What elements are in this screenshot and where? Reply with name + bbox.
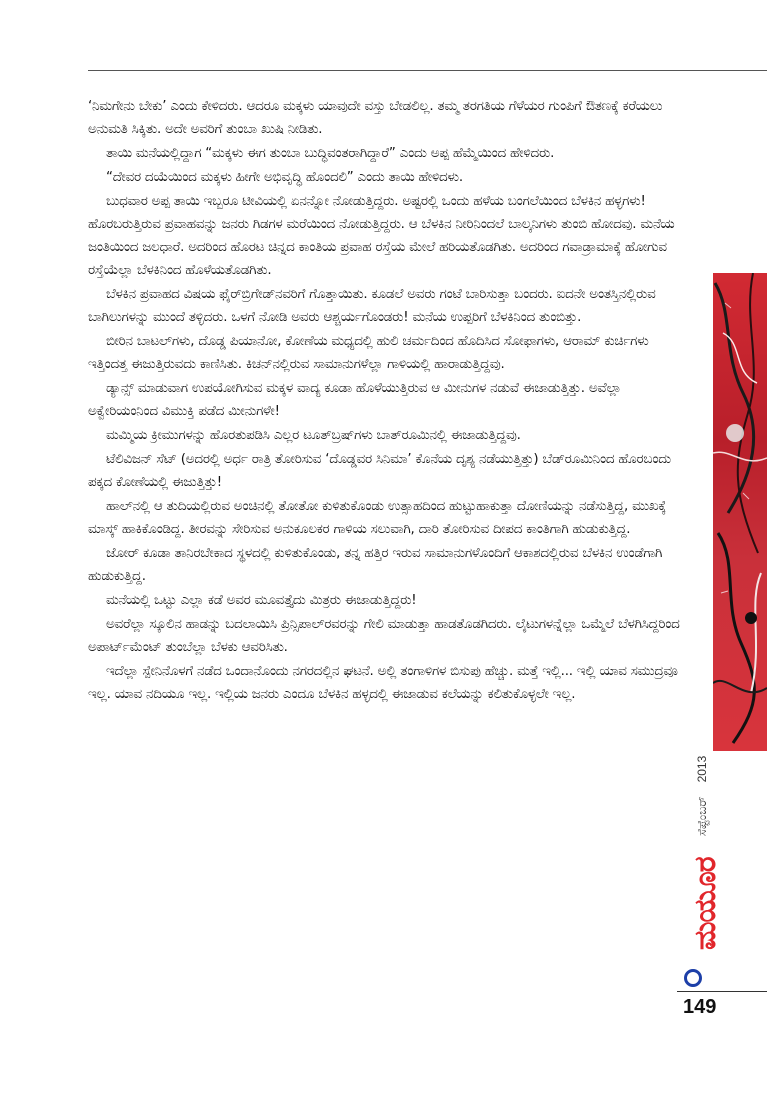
magazine-logo: ಮಯೂರ <box>688 857 723 950</box>
story-body <box>88 95 680 707</box>
top-rule <box>88 70 767 71</box>
paragraph-13: ಅವರೆಲ್ಲಾ ಸ್ಕೂಲಿನ ಹಾಡನ್ನು ಬದಲಾಯಿಸಿ ಪ್ರಿನ್ಸಿಪಾಲ್‌ರವರನ್ನು ಗೇಲಿ ಮಾಡುತ್ತಾ ಹಾಡತೊಡಗಿದರು. ಲೈಟುಗಳನ್ನೆಲ್ಲಾ ಒಮ್ಮೆಲೆ ಬೆಳಗಿಸಿದ್ದರಿಂದ ಅಪಾರ್ಟ್‌ಮೆಂಟ್ ತುಂಬೆಲ್ಲಾ ಬೆಳಕು ಆವರಿಸಿತು. <box>88 617 680 655</box>
paragraph-11: ಜೋರ್ ಕೂಡಾ ತಾನಿರಬೇಕಾದ ಸ್ಥಳದಲ್ಲಿ ಕುಳಿತುಕೊಂಡು, ತನ್ನ ಹತ್ತಿರ ಇರುವ ಸಾಮಾನುಗಳೊಂದಿಗೆ ಆಕಾಶದಲ್ಲಿರುವ ಬೆಳಕಿನ ಉಂಡೆಗಾಗಿ ಹುಡುಕುತ್ತಿದ್ದ. <box>88 546 663 584</box>
paragraph-12: ಮನೆಯಲ್ಲಿ ಒಟ್ಟು ಎಲ್ಲಾ ಕಡೆ ಅವರ ಮೂವತ್ತೈದು ಮಿತ್ರರು ಈಜಾಡುತ್ತಿದ್ದರು! <box>106 593 417 608</box>
paragraph-8: ಮಮ್ಮಿಯ ಕ್ರೀಮುಗಳನ್ನು ಹೊರತುಪಡಿಸಿ ಎಲ್ಲರ ಟೂತ್‌ಬ್ರಷ್‌ಗಳು ಬಾತ್‌ರೂಮಿನಲ್ಲಿ ಈಜಾಡುತ್ತಿದ್ದವು. <box>106 428 521 443</box>
paragraph-14: ಇದೆಲ್ಲಾ ಸ್ಪೇನಿನೊಳಗೆ ನಡೆದ ಒಂದಾನೊಂದು ನಗರದಲ್ಲಿನ ಘಟನೆ. ಅಲ್ಲಿ ತಂಗಾಳಿಗಳ ಬಿಸುಪು ಹೆಚ್ಚು. ಮತ್ತೆ ಇಲ್ಲಿ... ಇಲ್ಲಿ ಯಾವ ಸಮುದ್ರವೂ ಇಲ್ಲ. ಯಾವ ನದಿಯೂ ಇಲ್ಲ. ಇಲ್ಲಿಯ ಜನರು ಎಂದೂ ಬೆಳಕಿನ ಹಳ್ಳದಲ್ಲಿ ಈಜಾಡುವ ಕಲೆಯನ್ನು ಕಲಿತುಕೊಳ್ಳಲೇ ಇಲ್ಲ. <box>88 664 678 702</box>
paragraph-6: ಬೀರಿನ ಬಾಟಲ್‌ಗಳು, ದೊಡ್ಡ ಪಿಯಾನೋ, ಕೋಣೆಯ ಮಧ್ಯದಲ್ಲಿ ಹುಲಿ ಚರ್ಮದಿಂದ ಹೊದಿಸಿದ ಸೋಫಾಗಳು, ಆರಾಮ್ ಕುರ್ಚಿಗಳು ಇತ್ತಿಂದತ್ತ ಈಜುತ್ತಿರುವದು ಕಾಣಿಸಿತು. ಕಿಚನ್‌ನಲ್ಲಿರುವ ಸಾಮಾನುಗಳೆಲ್ಲಾ ಗಾಳಿಯಲ್ಲಿ ಹಾರಾಡುತ್ತಿದ್ದವು. <box>88 334 649 372</box>
paragraph-2: ತಾಯಿ ಮನೆಯಲ್ಲಿದ್ದಾಗ “ಮಕ್ಕಳು ಈಗ ತುಂಬಾ ಬುದ್ಧಿವಂತರಾಗಿದ್ದಾರೆ” ಎಂದು ಅಪ್ಪ ಹೆಮ್ಮೆಯಿಂದ ಹೇಳಿದರು. <box>106 146 555 161</box>
issue-year: 2013 <box>695 755 709 783</box>
circle-bullet-icon <box>684 969 702 987</box>
paragraph-5: ಬೆಳಕಿನ ಪ್ರವಾಹದ ವಿಷಯ ಫೈರ್‌ಬ್ರಿಗೇಡ್‌ನವರಿಗೆ ಗೊತ್ತಾಯಿತು. ಕೂಡಲೆ ಅವರು ಗಂಟೆ ಬಾರಿಸುತ್ತಾ ಬಂದರು. ಐದನೇ ಅಂತಸ್ತಿನಲ್ಲಿರುವ ಬಾಗಿಲುಗಳನ್ನು ಮುಂದೆ ತಳ್ಳಿದರು. ಒಳಗೆ ನೋಡಿ ಅವರು ಆಶ್ಚರ್ಯಗೊಂಡರು! ಮನೆಯ ಉಪ್ಪರಿಗೆ ಬೆಳಕಿನಿಂದ ತುಂಬಿತ್ತು. <box>88 287 656 325</box>
issue-month: ಸೆಪ್ಟೆಂಬರ್ <box>695 796 709 836</box>
bottom-rule <box>677 991 767 992</box>
side-artwork-strip <box>713 273 767 751</box>
paragraph-10: ಹಾಲ್‌ನಲ್ಲಿ ಆ ತುದಿಯಲ್ಲಿರುವ ಅಂಚಿನಲ್ಲಿ ತೋತೋ ಕುಳಿತುಕೊಂಡು ಉತ್ಸಾಹದಿಂದ ಹುಟ್ಟುಹಾಕುತ್ತಾ ದೋಣಿಯನ್ನು ನಡೆಸುತ್ತಿದ್ದ, ಮುಖಕ್ಕೆ ಮಾಸ್ಕ್ ಹಾಕಿಕೊಂಡಿದ್ದ. ತೀರವನ್ನು ಸೇರಿಸುವ ಅನುಕೂಲಕರ ಗಾಳಿಯ ಸಲುವಾಗಿ, ದಾರಿ ತೋರಿಸುವ ದೀಪದ ಕಾಂತಿಗಾಗಿ ಹುಡುಕುತ್ತಿದ್ದ. <box>88 499 667 537</box>
page-number: 149 <box>683 996 717 1018</box>
issue-date <box>695 756 709 836</box>
paragraph-4: ಬುಧವಾರ ಅಪ್ಪ ತಾಯಿ ಇಬ್ಬರೂ ಟೀವಿಯಲ್ಲಿ ಏನನ್ನೋ ನೋಡುತ್ತಿದ್ದರು. ಅಷ್ಟರಲ್ಲಿ ಒಂದು ಹಳೆಯ ಬಂಗಲೆಯಿಂದ ಬೆಳಕಿನ ಹಳ್ಳಗಳು! ಹೊರಬರುತ್ತಿರುವ ಪ್ರವಾಹವನ್ನು ಜನರು ಗಿಡಗಳ ಮರೆಯಿಂದ ನೋಡುತ್ತಿದ್ದರು. ಆ ಬೆಳಕಿನ ನೀರಿನಿಂದಲೆ ಬಾಲ್ಕನಿಗಳು ತುಂಬಿ ಹೋದವು. ಮನೆಯ ಜಂತಿಯಿಂದ ಜಲಧಾರೆ. ಅದರಿಂದ ಹೊರಟ ಚಿನ್ನದ ಕಾಂತಿಯ ಪ್ರವಾಹ ರಸ್ತೆಯ ಮೇಲೆ ಹರಿಯತೊಡಗಿತು. ಅದರಿಂದ ಗವಾಡ್ರಾಮಾಕ್ಕೆ ಹೋಗುವ ರಸ್ತೆಯೆಲ್ಲಾ ಬೆಳಕಿನಿಂದ ಹೊಳೆಯತೊಡಗಿತು. <box>88 194 675 278</box>
paragraph-3: “ದೇವರ ದಯೆಯಿಂದ ಮಕ್ಕಳು ಹೀಗೇ ಅಭಿವೃದ್ಧಿ ಹೊಂದಲಿ” ಎಂದು ತಾಯಿ ಹೇಳಿದಳು. <box>106 170 463 185</box>
paragraph-1: ‘ನಿಮಗೇನು ಬೇಕು’ ಎಂದು ಕೇಳಿದರು. ಆದರೂ ಮಕ್ಕಳು ಯಾವುದೇ ವಸ್ತು ಬೇಡಲಿಲ್ಲ. ತಮ್ಮ ತರಗತಿಯ ಗೆಳೆಯರ ಗುಂಪಿಗೆ ಔತಣಕ್ಕೆ ಕರೆಯಲು ಅನುಮತಿ ಸಿಕ್ಕಿತು. ಅದೇ ಅವರಿಗೆ ತುಂಬಾ ಖುಷಿ ನೀಡಿತು. <box>88 99 663 137</box>
paragraph-9: ಟೆಲಿವಿಜನ್ ಸೆಟ್ (ಅದರಲ್ಲಿ ಅರ್ಧ ರಾತ್ರಿ ತೋರಿಸುವ ‘ದೊಡ್ಡವರ ಸಿನಿಮಾ’ ಕೊನೆಯ ದೃಶ್ಯ ನಡೆಯುತ್ತಿತ್ತು) ಬೆಡ್‌ರೂಮಿನಿಂದ ಹೊರಬಂದು ಪಕ್ಕದ ಕೋಣೆಯಲ್ಲಿ ಈಜುತ್ತಿತ್ತು! <box>88 452 671 490</box>
paragraph-7: ಡ್ಯಾನ್ಸ್ ಮಾಡುವಾಗ ಉಪಯೋಗಿಸುವ ಮಕ್ಕಳ ವಾದ್ಯ ಕೂಡಾ ಹೊಳೆಯುತ್ತಿರುವ ಆ ಮೀನುಗಳ ನಡುವೆ ಈಜಾಡುತ್ತಿತ್ತು. ಅವೆಲ್ಲಾ ಅಕ್ವೇರಿಯಂನಿಂದ ವಿಮುಕ್ತಿ ಪಡೆದ ಮೀನುಗಳೇ! <box>88 381 622 419</box>
